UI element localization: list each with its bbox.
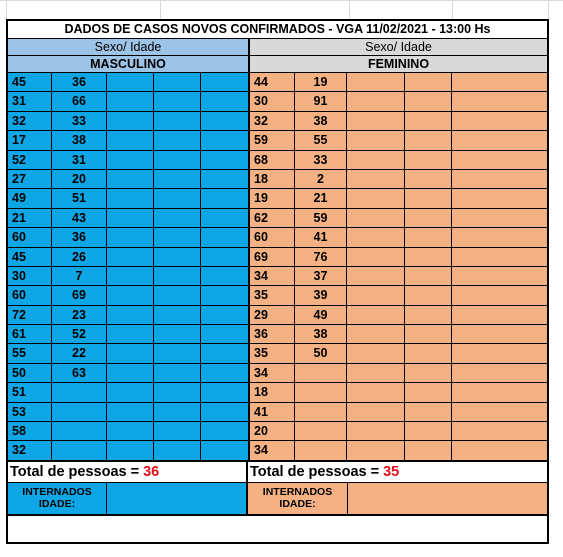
feminino-internados-line2: IDADE: bbox=[279, 497, 316, 510]
masculino-cell bbox=[107, 92, 154, 111]
masculino-cell: 61 bbox=[8, 325, 52, 344]
feminino-cell bbox=[405, 286, 452, 305]
feminino-cell bbox=[452, 344, 547, 363]
feminino-cell: 34 bbox=[250, 364, 295, 383]
feminino-cell: 68 bbox=[250, 151, 295, 170]
feminino-cell bbox=[347, 209, 405, 228]
masculino-subheader: Sexo/ Idade bbox=[8, 39, 250, 55]
masculino-cell bbox=[52, 441, 107, 460]
gridline bbox=[452, 0, 453, 20]
feminino-cell bbox=[347, 364, 405, 383]
masculino-cell bbox=[154, 248, 201, 267]
masculino-cell bbox=[154, 131, 201, 150]
feminino-cell bbox=[405, 73, 452, 92]
feminino-cell: 34 bbox=[250, 267, 295, 286]
masculino-cell: 66 bbox=[52, 92, 107, 111]
masculino-cell bbox=[154, 151, 201, 170]
masculino-cell bbox=[107, 209, 154, 228]
feminino-subheader: Sexo/ Idade bbox=[250, 39, 547, 55]
masculino-cell bbox=[154, 306, 201, 325]
masculino-cell bbox=[201, 267, 248, 286]
feminino-cell bbox=[295, 364, 347, 383]
gridline bbox=[6, 0, 7, 20]
feminino-cell: 2 bbox=[295, 170, 347, 189]
masculino-total-value: 36 bbox=[143, 463, 160, 480]
masculino-cell bbox=[154, 383, 201, 402]
masculino-cell bbox=[107, 228, 154, 247]
feminino-cell bbox=[347, 267, 405, 286]
masculino-cell: 27 bbox=[8, 170, 52, 189]
feminino-cell: 41 bbox=[295, 228, 347, 247]
masculino-cell bbox=[201, 306, 248, 325]
masculino-cell: 63 bbox=[52, 364, 107, 383]
masculino-cell bbox=[107, 306, 154, 325]
feminino-cell bbox=[452, 209, 547, 228]
masculino-cell: 23 bbox=[52, 306, 107, 325]
feminino-cell bbox=[405, 344, 452, 363]
masculino-cell: 52 bbox=[52, 325, 107, 344]
feminino-cell: 59 bbox=[250, 131, 295, 150]
masculino-cell bbox=[201, 73, 248, 92]
masculino-cell bbox=[107, 286, 154, 305]
feminino-cell: 49 bbox=[295, 306, 347, 325]
masculino-cell bbox=[154, 403, 201, 422]
masculino-cell bbox=[154, 286, 201, 305]
feminino-cell bbox=[405, 383, 452, 402]
totals-row bbox=[8, 461, 547, 483]
feminino-total bbox=[248, 462, 547, 482]
masculino-cell bbox=[107, 383, 154, 402]
masculino-cell: 55 bbox=[8, 344, 52, 363]
masculino-cell bbox=[154, 267, 201, 286]
feminino-cell bbox=[347, 248, 405, 267]
masculino-cell: 22 bbox=[52, 344, 107, 363]
masculino-cell: 60 bbox=[8, 286, 52, 305]
feminino-internados-line1: INTERNADOS bbox=[262, 485, 333, 498]
masculino-cell bbox=[107, 131, 154, 150]
feminino-cell: 21 bbox=[295, 189, 347, 208]
masculino-cell bbox=[52, 383, 107, 402]
masculino-cell: 7 bbox=[52, 267, 107, 286]
feminino-cell bbox=[295, 441, 347, 460]
masculino-cell: 60 bbox=[8, 228, 52, 247]
feminino-cell: 76 bbox=[295, 248, 347, 267]
ages-grid bbox=[8, 73, 547, 461]
feminino-cell bbox=[405, 209, 452, 228]
masculino-cell bbox=[52, 422, 107, 441]
feminino-cell: 19 bbox=[295, 73, 347, 92]
masculino-cell: 36 bbox=[52, 228, 107, 247]
feminino-cell bbox=[452, 306, 547, 325]
masculino-cell bbox=[154, 170, 201, 189]
feminino-cell bbox=[347, 73, 405, 92]
feminino-cell bbox=[405, 189, 452, 208]
feminino-cell bbox=[405, 364, 452, 383]
masculino-internados-line2: IDADE: bbox=[38, 497, 76, 510]
masculino-cell bbox=[154, 441, 201, 460]
masculino-cell bbox=[201, 286, 248, 305]
feminino-cell bbox=[405, 325, 452, 344]
masculino-cell bbox=[154, 112, 201, 131]
masculino-cell bbox=[154, 73, 201, 92]
masculino-cell bbox=[154, 364, 201, 383]
masculino-cell bbox=[154, 92, 201, 111]
feminino-cell bbox=[347, 441, 405, 460]
masculino-cell bbox=[107, 422, 154, 441]
feminino-cell bbox=[452, 92, 547, 111]
masculino-cell bbox=[107, 441, 154, 460]
feminino-cell bbox=[405, 170, 452, 189]
masculino-internados-line1: INTERNADOS bbox=[22, 485, 92, 498]
masculino-cell bbox=[201, 170, 248, 189]
masculino-cell: 52 bbox=[8, 151, 52, 170]
masculino-cell: 38 bbox=[52, 131, 107, 150]
masculino-cell: 51 bbox=[8, 383, 52, 402]
feminino-cell: 38 bbox=[295, 112, 347, 131]
cases-table bbox=[6, 19, 549, 544]
feminino-cell bbox=[452, 170, 547, 189]
feminino-cell bbox=[405, 306, 452, 325]
masculino-cell bbox=[201, 422, 248, 441]
masculino-internados-value bbox=[107, 483, 248, 514]
feminino-cell bbox=[347, 170, 405, 189]
masculino-cell: 31 bbox=[8, 92, 52, 111]
feminino-cell bbox=[405, 131, 452, 150]
feminino-cell bbox=[347, 306, 405, 325]
feminino-cell bbox=[452, 364, 547, 383]
feminino-grid bbox=[250, 73, 547, 461]
masculino-cell bbox=[201, 209, 248, 228]
masculino-cell bbox=[107, 189, 154, 208]
masculino-cell: 26 bbox=[52, 248, 107, 267]
feminino-cell bbox=[347, 286, 405, 305]
feminino-cell bbox=[347, 344, 405, 363]
gridline bbox=[160, 0, 161, 20]
masculino-cell: 21 bbox=[8, 209, 52, 228]
feminino-cell bbox=[452, 189, 547, 208]
feminino-cell bbox=[405, 112, 452, 131]
feminino-cell bbox=[347, 228, 405, 247]
masculino-cell bbox=[201, 151, 248, 170]
masculino-cell: 33 bbox=[52, 112, 107, 131]
masculino-cell bbox=[154, 209, 201, 228]
feminino-total-label: Total de pessoas = bbox=[250, 463, 384, 480]
masculino-cell: 45 bbox=[8, 248, 52, 267]
masculino-cell: 20 bbox=[52, 170, 107, 189]
masculino-cell: 50 bbox=[8, 364, 52, 383]
feminino-cell bbox=[405, 267, 452, 286]
masculino-cell bbox=[107, 112, 154, 131]
feminino-cell: 29 bbox=[250, 306, 295, 325]
masculino-label: MASCULINO bbox=[8, 56, 250, 72]
feminino-cell: 18 bbox=[250, 383, 295, 402]
feminino-cell bbox=[295, 422, 347, 441]
masculino-cell: 32 bbox=[8, 112, 52, 131]
feminino-cell: 18 bbox=[250, 170, 295, 189]
masculino-cell bbox=[154, 189, 201, 208]
masculino-cell bbox=[107, 73, 154, 92]
masculino-cell bbox=[154, 422, 201, 441]
masculino-cell: 58 bbox=[8, 422, 52, 441]
feminino-cell bbox=[347, 131, 405, 150]
masculino-total-label: Total de pessoas = bbox=[10, 463, 144, 480]
masculino-cell bbox=[201, 325, 248, 344]
feminino-cell: 38 bbox=[295, 325, 347, 344]
feminino-cell: 32 bbox=[250, 112, 295, 131]
feminino-cell: 20 bbox=[250, 422, 295, 441]
feminino-cell bbox=[347, 403, 405, 422]
feminino-cell bbox=[347, 383, 405, 402]
feminino-cell bbox=[452, 267, 547, 286]
masculino-cell: 51 bbox=[52, 189, 107, 208]
feminino-label: FEMININO bbox=[250, 56, 547, 72]
masculino-cell bbox=[201, 228, 248, 247]
feminino-cell bbox=[347, 151, 405, 170]
masculino-cell bbox=[154, 325, 201, 344]
feminino-total-value: 35 bbox=[383, 463, 400, 480]
feminino-cell: 60 bbox=[250, 228, 295, 247]
masculino-total bbox=[8, 462, 248, 482]
masculino-grid bbox=[8, 73, 250, 461]
feminino-internados-value bbox=[348, 483, 547, 514]
masculino-cell bbox=[201, 441, 248, 460]
feminino-cell bbox=[295, 383, 347, 402]
masculino-cell: 69 bbox=[52, 286, 107, 305]
feminino-cell: 35 bbox=[250, 344, 295, 363]
masculino-cell: 45 bbox=[8, 73, 52, 92]
masculino-cell bbox=[107, 344, 154, 363]
masculino-cell: 53 bbox=[8, 403, 52, 422]
feminino-cell bbox=[452, 286, 547, 305]
internados-row bbox=[8, 483, 547, 516]
masculino-internados-label bbox=[8, 483, 107, 514]
feminino-cell bbox=[452, 403, 547, 422]
feminino-cell: 33 bbox=[295, 151, 347, 170]
gridline bbox=[548, 0, 549, 20]
masculino-cell bbox=[107, 403, 154, 422]
feminino-cell bbox=[347, 189, 405, 208]
feminino-cell: 62 bbox=[250, 209, 295, 228]
masculino-cell bbox=[107, 364, 154, 383]
feminino-cell bbox=[295, 403, 347, 422]
masculino-cell: 17 bbox=[8, 131, 52, 150]
feminino-internados-label bbox=[248, 483, 348, 514]
feminino-cell bbox=[452, 228, 547, 247]
masculino-cell bbox=[201, 344, 248, 363]
gridline bbox=[0, 0, 563, 1]
masculino-cell bbox=[201, 112, 248, 131]
feminino-cell bbox=[452, 131, 547, 150]
masculino-cell bbox=[201, 364, 248, 383]
masculino-cell bbox=[107, 248, 154, 267]
feminino-cell: 39 bbox=[295, 286, 347, 305]
masculino-cell bbox=[201, 92, 248, 111]
feminino-cell bbox=[452, 441, 547, 460]
feminino-cell bbox=[405, 228, 452, 247]
feminino-cell bbox=[452, 112, 547, 131]
masculino-cell bbox=[107, 267, 154, 286]
feminino-cell bbox=[347, 422, 405, 441]
feminino-cell bbox=[405, 92, 452, 111]
sex-label-row bbox=[8, 56, 547, 73]
masculino-cell bbox=[52, 403, 107, 422]
masculino-cell: 72 bbox=[8, 306, 52, 325]
masculino-cell: 30 bbox=[8, 267, 52, 286]
masculino-cell: 31 bbox=[52, 151, 107, 170]
feminino-cell bbox=[452, 73, 547, 92]
masculino-cell bbox=[201, 383, 248, 402]
masculino-cell bbox=[201, 131, 248, 150]
feminino-cell bbox=[405, 403, 452, 422]
feminino-cell: 50 bbox=[295, 344, 347, 363]
feminino-cell bbox=[405, 441, 452, 460]
feminino-cell: 55 bbox=[295, 131, 347, 150]
feminino-cell: 41 bbox=[250, 403, 295, 422]
feminino-cell bbox=[452, 325, 547, 344]
subheader-row bbox=[8, 39, 547, 56]
feminino-cell: 37 bbox=[295, 267, 347, 286]
masculino-cell: 36 bbox=[52, 73, 107, 92]
masculino-cell: 49 bbox=[8, 189, 52, 208]
feminino-cell bbox=[452, 248, 547, 267]
masculino-cell: 43 bbox=[52, 209, 107, 228]
feminino-cell bbox=[452, 151, 547, 170]
feminino-cell bbox=[452, 422, 547, 441]
feminino-cell bbox=[347, 325, 405, 344]
feminino-cell: 30 bbox=[250, 92, 295, 111]
feminino-cell: 91 bbox=[295, 92, 347, 111]
feminino-cell: 69 bbox=[250, 248, 295, 267]
masculino-cell bbox=[107, 170, 154, 189]
feminino-cell bbox=[405, 151, 452, 170]
masculino-cell bbox=[201, 189, 248, 208]
masculino-cell bbox=[107, 325, 154, 344]
table-footer bbox=[8, 516, 547, 542]
feminino-cell: 34 bbox=[250, 441, 295, 460]
feminino-cell bbox=[405, 248, 452, 267]
masculino-cell: 32 bbox=[8, 441, 52, 460]
feminino-cell: 36 bbox=[250, 325, 295, 344]
feminino-cell: 35 bbox=[250, 286, 295, 305]
feminino-cell bbox=[452, 383, 547, 402]
masculino-cell bbox=[107, 151, 154, 170]
feminino-cell bbox=[347, 112, 405, 131]
masculino-cell bbox=[154, 344, 201, 363]
gridline bbox=[349, 0, 350, 20]
feminino-cell: 19 bbox=[250, 189, 295, 208]
table-title: DADOS DE CASOS NOVOS CONFIRMADOS - VGA 11/02/2021 - 13:00 Hs bbox=[8, 21, 547, 39]
feminino-cell bbox=[405, 422, 452, 441]
feminino-cell bbox=[347, 92, 405, 111]
masculino-cell bbox=[201, 248, 248, 267]
feminino-cell: 44 bbox=[250, 73, 295, 92]
masculino-cell bbox=[154, 228, 201, 247]
masculino-cell bbox=[201, 403, 248, 422]
feminino-cell: 59 bbox=[295, 209, 347, 228]
